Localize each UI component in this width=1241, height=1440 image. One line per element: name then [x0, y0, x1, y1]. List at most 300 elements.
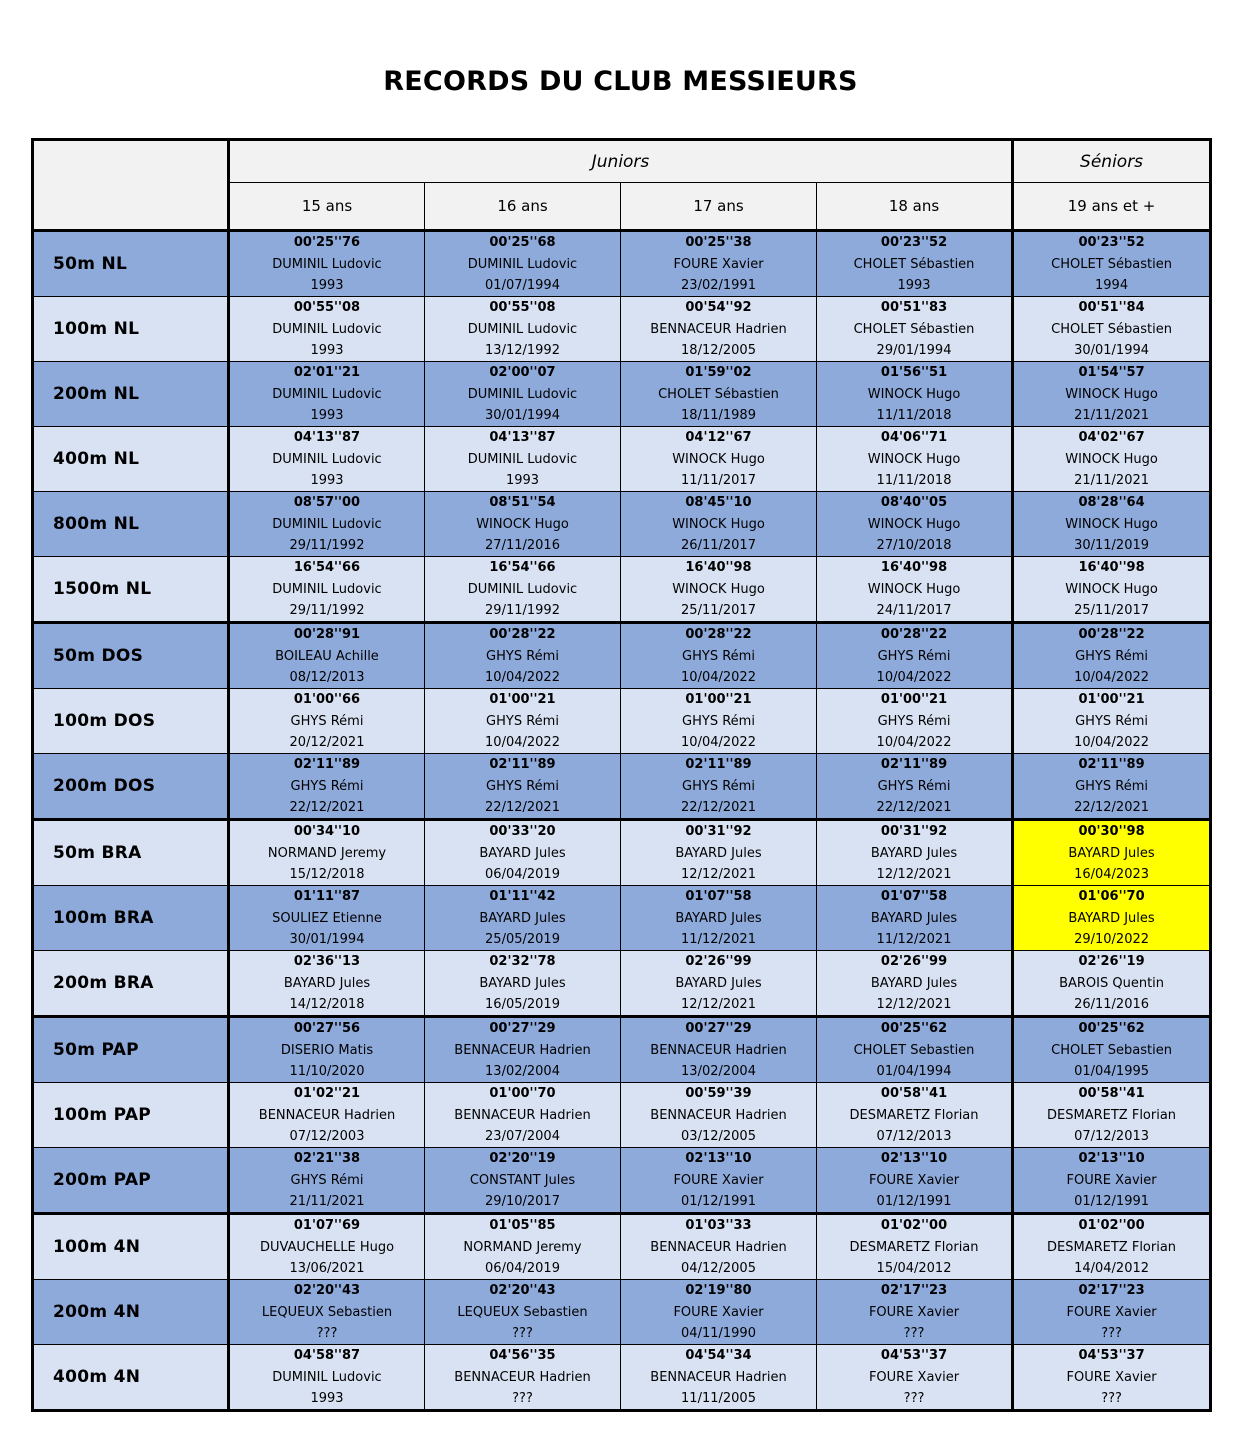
age-header-18: 18 ans	[817, 183, 1013, 231]
record-time: 02'11''89	[489, 757, 556, 772]
record-date: 12/12/2021	[876, 867, 952, 882]
event-label: 400m 4N	[33, 1345, 229, 1411]
record-time: 01'00''66	[293, 692, 361, 707]
record-holder: DUMINIL Ludovic	[272, 256, 382, 272]
record-time: 01'07''69	[293, 1218, 361, 1233]
record-holder: DESMARETZ Florian	[849, 1107, 979, 1123]
record-holder: FOURE Xavier	[673, 256, 764, 272]
record-holder: BOILEAU Achille	[275, 648, 379, 664]
record-cell	[229, 951, 425, 1017]
record-date: 07/12/2003	[289, 1129, 365, 1144]
record-time: 08'28''64	[1078, 495, 1145, 510]
record-cell	[229, 1017, 425, 1083]
record-time: 01'11''42	[489, 889, 556, 904]
record-holder: FOURE Xavier	[868, 1369, 960, 1385]
record-time: 01'05''85	[489, 1218, 556, 1233]
record-date: 11/11/2018	[876, 473, 952, 488]
record-time: 00'23''52	[880, 235, 948, 250]
event-label: 100m BRA	[33, 886, 229, 951]
record-holder: BAYARD Jules	[870, 975, 958, 991]
record-date: 27/11/2016	[485, 538, 560, 553]
record-cell	[817, 1148, 1013, 1214]
record-cell	[425, 1083, 621, 1148]
record-holder: LEQUEUX Sebastien	[457, 1304, 588, 1320]
record-time: 02'26''99	[685, 954, 752, 969]
record-time: 02'13''10	[880, 1151, 948, 1166]
record-holder: BENNACEUR Hadrien	[258, 1107, 396, 1123]
record-cell	[425, 231, 621, 297]
record-date: 06/04/2019	[485, 1261, 560, 1276]
record-row	[33, 297, 1211, 362]
record-time: 16'40''98	[1078, 560, 1145, 575]
record-cell	[425, 492, 621, 557]
page-title: RECORDS DU CLUB MESSIEURS	[383, 66, 858, 97]
record-cell	[1013, 362, 1211, 427]
record-date: 10/04/2022	[876, 670, 952, 685]
record-time: 00'28''22	[685, 627, 752, 642]
record-date: 11/11/2005	[681, 1391, 756, 1406]
record-date: 10/04/2022	[1074, 670, 1150, 685]
record-time: 00'25''68	[489, 235, 556, 250]
record-time: 01'02''00	[880, 1218, 948, 1233]
record-holder: BAYARD Jules	[870, 910, 958, 926]
record-time: 02'20''19	[489, 1151, 556, 1166]
record-time: 02'19''80	[685, 1283, 752, 1298]
record-date: 13/02/2004	[485, 1064, 560, 1079]
record-holder: GHYS Rémi	[1075, 778, 1148, 794]
record-holder: BAYARD Jules	[870, 845, 958, 861]
record-date: 1994	[1095, 278, 1129, 293]
record-time: 00'25''76	[293, 235, 361, 250]
record-time: 01'02''00	[1078, 1218, 1145, 1233]
record-time: 01'07''58	[880, 889, 948, 904]
record-time: 02'11''89	[293, 757, 361, 772]
record-cell	[229, 754, 425, 820]
record-holder: BENNACEUR Hadrien	[650, 1369, 787, 1385]
record-cell	[621, 1083, 817, 1148]
record-date: 13/06/2021	[289, 1261, 365, 1276]
record-date: 12/12/2021	[876, 997, 952, 1012]
record-holder: DUMINIL Ludovic	[467, 451, 578, 467]
record-cell	[229, 886, 425, 951]
record-cell	[425, 362, 621, 427]
record-holder: GHYS Rémi	[877, 713, 951, 729]
record-time: 08'40''05	[880, 495, 948, 510]
record-holder: BAYARD Jules	[675, 910, 762, 926]
record-cell	[621, 297, 817, 362]
record-date: 22/12/2021	[289, 800, 365, 815]
record-time: 00'25''62	[880, 1021, 948, 1036]
record-cell	[621, 1345, 817, 1411]
record-cell	[229, 427, 425, 492]
event-label: 100m PAP	[33, 1083, 229, 1148]
record-date: 29/11/1992	[289, 538, 365, 553]
record-row	[33, 492, 1211, 557]
record-cell	[1013, 557, 1211, 623]
record-cell	[621, 1214, 817, 1280]
record-cell	[1013, 1148, 1211, 1214]
record-holder: GHYS Rémi	[877, 648, 951, 664]
seniors-header: Séniors	[1013, 140, 1211, 183]
record-date: 12/12/2021	[681, 997, 756, 1012]
record-holder: CHOLET Sébastien	[1051, 256, 1172, 272]
record-holder: BENNACEUR Hadrien	[650, 321, 787, 337]
record-cell	[621, 820, 817, 886]
record-cell	[1013, 492, 1211, 557]
record-date: 16/04/2023	[1074, 867, 1150, 882]
record-date: ???	[903, 1391, 925, 1406]
record-cell	[229, 231, 425, 297]
record-date: 01/04/1994	[876, 1064, 952, 1079]
record-time: 04'53''37	[1078, 1348, 1145, 1363]
record-row	[33, 886, 1211, 951]
record-cell	[425, 951, 621, 1017]
record-holder: FOURE Xavier	[673, 1172, 764, 1188]
record-time: 04'12''67	[685, 430, 752, 445]
record-holder: WINOCK Hugo	[672, 581, 765, 597]
record-date: 27/10/2018	[876, 538, 952, 553]
record-date: 22/12/2021	[876, 800, 952, 815]
record-cell	[425, 623, 621, 689]
record-holder: GHYS Rémi	[1075, 713, 1148, 729]
record-time: 01'00''21	[1078, 692, 1145, 707]
record-cell	[229, 1345, 425, 1411]
record-time: 02'11''89	[1078, 757, 1145, 772]
record-date: 30/01/1994	[289, 932, 365, 947]
record-cell	[817, 297, 1013, 362]
record-holder: DESMARETZ Florian	[1047, 1239, 1177, 1255]
record-cell	[817, 623, 1013, 689]
record-holder: WINOCK Hugo	[476, 516, 569, 532]
record-holder: DUMINIL Ludovic	[467, 581, 578, 597]
record-holder: BAYARD Jules	[479, 845, 566, 861]
record-holder: FOURE Xavier	[1066, 1369, 1157, 1385]
record-time: 00'25''62	[1078, 1021, 1145, 1036]
record-holder: GHYS Rémi	[290, 778, 364, 794]
record-cell	[621, 231, 817, 297]
record-time: 00'33''20	[489, 824, 556, 839]
record-time: 01'07''58	[685, 889, 752, 904]
record-date: 13/02/2004	[681, 1064, 756, 1079]
record-date: 18/12/2005	[681, 343, 756, 358]
record-holder: GHYS Rémi	[877, 778, 951, 794]
record-holder: GHYS Rémi	[290, 1172, 364, 1188]
record-date: 22/12/2021	[1074, 800, 1150, 815]
event-label: 200m BRA	[33, 951, 229, 1017]
record-date: 29/11/1992	[485, 603, 560, 618]
record-time: 00'23''52	[1078, 235, 1145, 250]
record-cell	[229, 362, 425, 427]
record-cell	[621, 492, 817, 557]
record-date: 29/11/1992	[289, 603, 365, 618]
record-cell	[1013, 623, 1211, 689]
record-holder: DUMINIL Ludovic	[467, 321, 578, 337]
record-date: 29/10/2022	[1074, 932, 1150, 947]
record-date: 11/11/2018	[876, 408, 952, 423]
record-row	[33, 689, 1211, 754]
record-holder: WINOCK Hugo	[672, 516, 765, 532]
record-cell	[229, 1148, 425, 1214]
record-date: ???	[903, 1326, 925, 1341]
record-date: 1993	[310, 278, 344, 293]
record-row	[33, 951, 1211, 1017]
age-header-15: 15 ans	[229, 183, 425, 231]
record-cell	[1013, 754, 1211, 820]
record-holder: CHOLET Sébastien	[658, 386, 779, 402]
record-time: 01'00''21	[685, 692, 752, 707]
record-time: 00'28''22	[880, 627, 948, 642]
record-time: 02'13''10	[685, 1151, 752, 1166]
record-date: 1993	[310, 343, 344, 358]
record-date: 21/11/2021	[1074, 473, 1150, 488]
record-date: 01/12/1991	[1074, 1194, 1150, 1209]
event-label: 200m PAP	[33, 1148, 229, 1214]
record-date: 26/11/2017	[681, 538, 756, 553]
record-holder: DUMINIL Ludovic	[272, 451, 382, 467]
event-label: 100m DOS	[33, 689, 229, 754]
record-holder: GHYS Rémi	[682, 648, 755, 664]
record-time: 08'57''00	[293, 495, 361, 510]
record-time: 01'00''21	[489, 692, 556, 707]
record-date: 23/07/2004	[485, 1129, 560, 1144]
record-cell	[817, 1214, 1013, 1280]
record-cell	[1013, 231, 1211, 297]
record-time: 00'55''08	[489, 300, 556, 315]
record-holder: GHYS Rémi	[486, 648, 559, 664]
record-time: 01'00''21	[880, 692, 948, 707]
record-time: 04'06''71	[880, 430, 948, 445]
record-date: 1993	[310, 408, 344, 423]
record-date: 16/05/2019	[485, 997, 560, 1012]
record-holder: GHYS Rémi	[682, 713, 755, 729]
record-date: 22/12/2021	[485, 800, 560, 815]
record-holder: WINOCK Hugo	[672, 451, 765, 467]
record-date: 23/02/1991	[681, 278, 756, 293]
record-time: 00'55''08	[293, 300, 361, 315]
record-time: 00'28''22	[489, 627, 556, 642]
record-holder: BAYARD Jules	[283, 975, 371, 991]
record-time: 00'51''83	[880, 300, 948, 315]
record-cell	[229, 1214, 425, 1280]
record-cell	[425, 820, 621, 886]
record-time: 00'27''29	[685, 1021, 752, 1036]
event-label: 200m DOS	[33, 754, 229, 820]
record-date: 13/12/1992	[485, 343, 560, 358]
record-time: 00'51''84	[1078, 300, 1145, 315]
record-time: 02'36''13	[293, 954, 361, 969]
record-holder: BAYARD Jules	[675, 975, 762, 991]
record-holder: DUVAUCHELLE Hugo	[259, 1239, 395, 1255]
record-cell	[229, 1280, 425, 1345]
record-row	[33, 820, 1211, 886]
record-date: 08/12/2013	[289, 670, 365, 685]
record-holder: GHYS Rémi	[486, 778, 559, 794]
record-date: 25/11/2017	[681, 603, 756, 618]
record-cell	[1013, 1214, 1211, 1280]
record-cell	[1013, 951, 1211, 1017]
record-time: 02'01''21	[293, 365, 361, 380]
age-header-17: 17 ans	[621, 183, 817, 231]
record-cell	[817, 754, 1013, 820]
record-holder: DESMARETZ Florian	[849, 1239, 979, 1255]
event-label: 100m NL	[33, 297, 229, 362]
record-date: 1993	[310, 473, 344, 488]
record-date: 22/12/2021	[681, 800, 756, 815]
record-time: 01'56''51	[880, 365, 948, 380]
record-time: 01'00''70	[489, 1086, 556, 1101]
event-label: 800m NL	[33, 492, 229, 557]
record-time: 02'00''07	[489, 365, 556, 380]
record-holder: WINOCK Hugo	[1065, 451, 1158, 467]
record-time: 02'17''23	[1078, 1283, 1145, 1298]
record-date: 30/01/1994	[1074, 343, 1150, 358]
record-time: 04'53''37	[880, 1348, 948, 1363]
record-date: ???	[1101, 1326, 1122, 1341]
event-label: 400m NL	[33, 427, 229, 492]
record-date: 21/11/2021	[289, 1194, 365, 1209]
record-cell	[621, 623, 817, 689]
record-cell	[621, 951, 817, 1017]
age-header-19-plus: 19 ans et +	[1013, 183, 1211, 231]
record-date: 11/12/2021	[876, 932, 952, 947]
event-label: 1500m NL	[33, 557, 229, 623]
record-cell	[229, 492, 425, 557]
record-date: 10/04/2022	[681, 735, 756, 750]
record-date: 04/11/1990	[681, 1326, 756, 1341]
records-body	[33, 231, 1211, 1411]
record-cell	[621, 1280, 817, 1345]
record-holder: BAYARD Jules	[1068, 845, 1155, 861]
record-cell	[229, 557, 425, 623]
record-time: 02'26''19	[1078, 954, 1145, 969]
record-cell	[425, 557, 621, 623]
record-date: 12/12/2021	[681, 867, 756, 882]
record-row	[33, 1148, 1211, 1214]
record-holder: DUMINIL Ludovic	[467, 256, 578, 272]
record-cell	[621, 557, 817, 623]
record-holder: BAYARD Jules	[675, 845, 762, 861]
record-date: 10/04/2022	[681, 670, 756, 685]
record-holder: CONSTANT Jules	[469, 1172, 576, 1188]
record-time: 02'11''89	[685, 757, 752, 772]
record-time: 01'03''33	[685, 1218, 752, 1233]
juniors-header: Juniors	[229, 140, 1013, 183]
record-time: 00'31''92	[685, 824, 752, 839]
record-row	[33, 754, 1211, 820]
record-row	[33, 427, 1211, 492]
record-cell	[817, 1017, 1013, 1083]
record-cell	[1013, 1017, 1211, 1083]
record-time: 08'45''10	[685, 495, 752, 510]
record-cell	[621, 1148, 817, 1214]
record-date: 14/12/2018	[289, 997, 365, 1012]
event-label: 200m NL	[33, 362, 229, 427]
record-cell	[621, 886, 817, 951]
record-time: 01'06''70	[1078, 889, 1145, 904]
record-cell	[817, 557, 1013, 623]
record-cell	[1013, 427, 1211, 492]
record-holder: BENNACEUR Hadrien	[650, 1042, 787, 1058]
record-holder: WINOCK Hugo	[867, 386, 961, 402]
record-date: 30/01/1994	[485, 408, 560, 423]
record-holder: DUMINIL Ludovic	[272, 581, 382, 597]
record-holder: FOURE Xavier	[1066, 1172, 1157, 1188]
record-date: ???	[512, 1326, 533, 1341]
record-holder: FOURE Xavier	[868, 1172, 960, 1188]
record-row	[33, 557, 1211, 623]
record-holder: WINOCK Hugo	[1065, 386, 1158, 402]
record-time: 00'28''22	[1078, 627, 1145, 642]
record-holder: WINOCK Hugo	[867, 516, 961, 532]
record-holder: CHOLET Sébastien	[1051, 321, 1172, 337]
record-holder: GHYS Rémi	[290, 713, 364, 729]
age-header-16: 16 ans	[425, 183, 621, 231]
event-label: 50m PAP	[33, 1017, 229, 1083]
record-holder: LEQUEUX Sebastien	[261, 1304, 393, 1320]
record-holder: BENNACEUR Hadrien	[454, 1369, 591, 1385]
record-holder: FOURE Xavier	[868, 1304, 960, 1320]
record-cell	[817, 1345, 1013, 1411]
header-corner-cell	[33, 140, 229, 231]
record-date: 14/04/2012	[1074, 1261, 1150, 1276]
event-label: 50m NL	[33, 231, 229, 297]
record-holder: WINOCK Hugo	[1065, 516, 1158, 532]
record-cell	[425, 1345, 621, 1411]
record-cell	[425, 1214, 621, 1280]
record-holder: CHOLET Sébastien	[853, 321, 975, 337]
record-row	[33, 362, 1211, 427]
record-holder: CHOLET Sébastien	[853, 256, 975, 272]
record-time: 00'27''29	[489, 1021, 556, 1036]
record-time: 00'34''10	[293, 824, 361, 839]
record-holder: WINOCK Hugo	[867, 581, 961, 597]
record-holder: NORMAND Jeremy	[267, 845, 387, 861]
record-holder: DUMINIL Ludovic	[272, 321, 382, 337]
record-date: 29/10/2017	[485, 1194, 560, 1209]
record-time: 04'54''34	[685, 1348, 752, 1363]
record-time: 16'40''98	[685, 560, 752, 575]
record-row	[33, 1083, 1211, 1148]
record-date: 11/10/2020	[289, 1064, 365, 1079]
record-time: 16'54''66	[489, 560, 556, 575]
record-time: 01'11''87	[293, 889, 361, 904]
record-cell	[1013, 1083, 1211, 1148]
record-cell	[621, 427, 817, 492]
record-holder: BAYARD Jules	[479, 910, 566, 926]
record-date: 01/12/1991	[876, 1194, 952, 1209]
record-cell	[817, 1280, 1013, 1345]
record-date: 30/11/2019	[1074, 538, 1150, 553]
record-date: ???	[316, 1326, 338, 1341]
record-time: 04'13''87	[489, 430, 556, 445]
record-holder: BAYARD Jules	[479, 975, 566, 991]
records-table	[31, 138, 1212, 1412]
record-cell	[425, 297, 621, 362]
record-holder: DESMARETZ Florian	[1047, 1107, 1177, 1123]
record-cell	[229, 623, 425, 689]
record-cell	[1013, 886, 1211, 951]
record-time: 00'59''39	[685, 1086, 752, 1101]
record-holder: NORMAND Jeremy	[463, 1239, 582, 1255]
record-date: 25/05/2019	[485, 932, 560, 947]
record-time: 00'30''98	[1078, 824, 1145, 839]
record-cell	[817, 820, 1013, 886]
record-cell	[229, 297, 425, 362]
record-date: 01/07/1994	[485, 278, 560, 293]
record-time: 01'59''02	[685, 365, 752, 380]
record-cell	[817, 689, 1013, 754]
record-date: 15/04/2012	[876, 1261, 952, 1276]
